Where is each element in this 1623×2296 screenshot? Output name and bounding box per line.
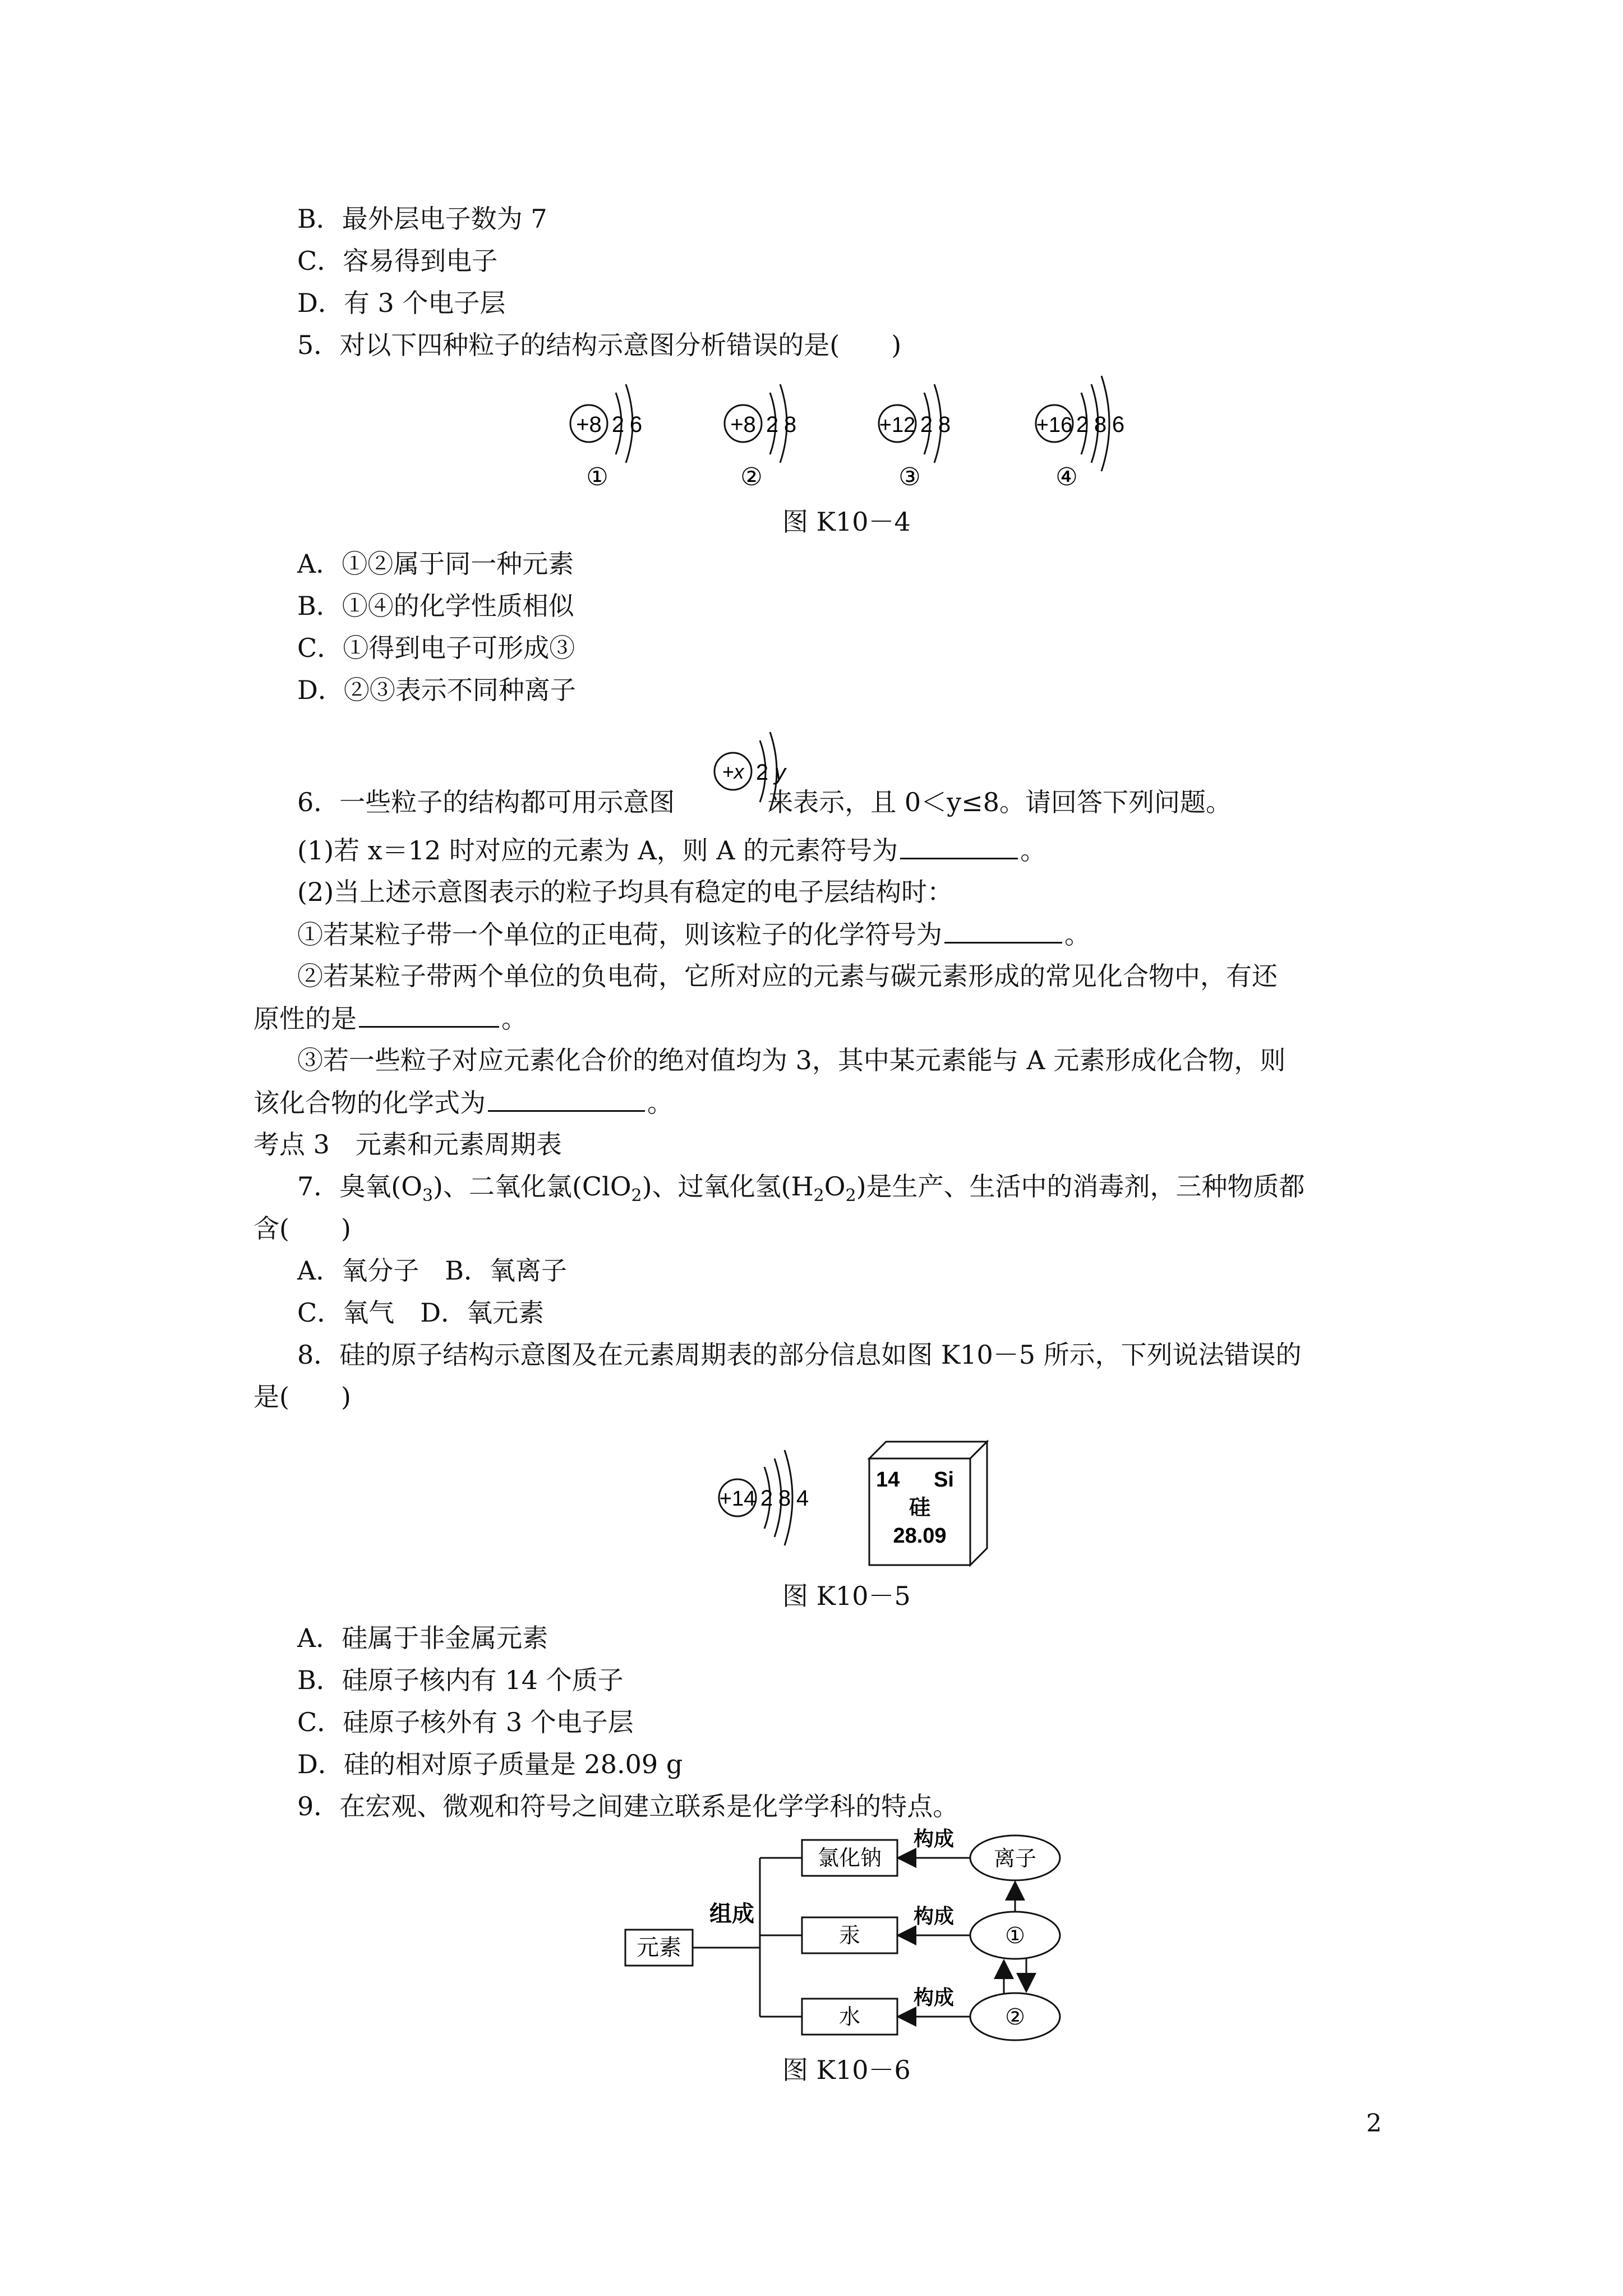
q6-shell-1: 2: [755, 760, 769, 785]
q4-option-c: C．容易得到电子: [297, 246, 498, 276]
q7-text-e: )是生产、生活中的消毒剂，三种物质都: [856, 1171, 1305, 1202]
q8-option-b: B．硅原子核内有 14 个质子: [297, 1665, 624, 1695]
particle-3-shell-2: 8: [938, 412, 951, 437]
q6-stem-pre: 6．一些粒子的结构都可用示意图: [297, 787, 675, 817]
q6-part1-text: (1)若 x＝12 时对应的元素为 A，则 A 的元素符号为: [297, 835, 898, 866]
q6-part2a-blank[interactable]: [944, 917, 1062, 944]
particle-1-shell-2: 6: [629, 412, 643, 437]
q7-sub-1: 3: [422, 1186, 434, 1206]
q5-stem: 5．对以下四种粒子的结构示意图分析错误的是( ): [297, 330, 902, 360]
particle-1-shell-1: 2: [611, 412, 625, 437]
q7-text-d: O: [824, 1171, 846, 1202]
q7-options-ab: A．氧分子 B．氧离子: [297, 1255, 568, 1286]
particle-4-nucleus: +16: [1036, 413, 1073, 437]
q6-part2a-text: ①若某粒子带一个单位的正电荷，则该粒子的化学符号为: [297, 919, 942, 950]
particle-2-nucleus: +8: [730, 412, 756, 437]
q6-part2c-blank[interactable]: [488, 1085, 645, 1112]
q6-part1: [297, 833, 1046, 867]
circle-2-label: ②: [1005, 2005, 1025, 2030]
q6-stem-post: 来表示，且 0＜y≤8。请回答下列问题。: [767, 787, 1232, 817]
q4-option-b: B．最外层电子数为 7: [297, 204, 547, 234]
page-number: 2: [1366, 2109, 1382, 2138]
particle-1-diagram: [570, 384, 642, 491]
q5-option-c: C．①得到电子可形成③: [297, 633, 575, 663]
figure-k10-5-caption: 图 K10－5: [782, 1581, 911, 1611]
figure-k10-4: [555, 359, 1138, 494]
figure-k10-6: [623, 1823, 1071, 2053]
si-atomic-number: 14: [876, 1468, 900, 1492]
particle-4-shell-2: 8: [1094, 412, 1107, 437]
nacl-box-label: 氯化钠: [817, 1847, 882, 1870]
q6-part2a-end: 。: [1064, 919, 1090, 950]
particle-4-label: ④: [1055, 463, 1078, 491]
q5-option-d: D．②③表示不同种离子: [297, 675, 576, 705]
particle-4-shell-1: 2: [1076, 412, 1089, 437]
particle-2-diagram: [725, 384, 796, 491]
particle-1-nucleus: +8: [576, 412, 602, 437]
particle-4-shell-3: 6: [1112, 412, 1125, 437]
q6-part2b-line1: ②若某粒子带两个单位的负电荷，它所对应的元素与碳元素形成的常见化合物中，有还: [297, 961, 1278, 991]
q7-stem-line1: [297, 1170, 1305, 1213]
particle-3-label: ③: [898, 463, 921, 491]
q7-text-c: )、过氧化氢(H: [642, 1171, 814, 1202]
q6-part2c-line2: [253, 1085, 673, 1120]
mercury-box-label: 汞: [838, 1924, 861, 1948]
q6-part2b-blank[interactable]: [359, 1001, 499, 1028]
water-box-label: 水: [838, 2005, 861, 2029]
q6-part2b-end: 。: [501, 1004, 527, 1034]
q8-stem-line2: 是( ): [253, 1382, 351, 1412]
circle-1-label: ①: [1005, 1924, 1025, 1948]
particle-2-shell-1: 2: [766, 412, 779, 437]
q7-stem-line2: 含( ): [253, 1213, 351, 1244]
si-symbol: Si: [934, 1468, 954, 1492]
si-atomic-mass: 28.09: [893, 1524, 947, 1548]
q6-structure-diagram: [708, 729, 803, 825]
q5-option-a: A．①②属于同一种元素: [297, 549, 574, 579]
silicon-shell-1: 2: [760, 1486, 773, 1511]
particle-3-shell-1: 2: [920, 412, 933, 437]
si-name: 硅: [909, 1496, 931, 1520]
q6-shell-2: y: [774, 760, 786, 785]
figure-k10-5: [712, 1430, 1004, 1571]
q6-part2c-text: 该化合物的化学式为: [253, 1088, 486, 1118]
periodic-table-cell-si: [869, 1442, 987, 1565]
q6-part1-blank[interactable]: [900, 833, 1018, 859]
q6-part1-end: 。: [1020, 835, 1046, 866]
particle-2-shell-2: 8: [783, 412, 797, 437]
q7-sub-2: 2: [631, 1186, 642, 1206]
q6-part2: (2)当上述示意图表示的粒子均具有稳定的电子层结构时：: [297, 877, 953, 907]
q7-sub-3: 2: [813, 1186, 824, 1206]
q6-part2c-end: 。: [647, 1088, 673, 1118]
make-label-3: 构成: [913, 1986, 955, 2009]
q6-nucleus: +x: [722, 760, 744, 783]
q7-text-a: 7．臭氧(O: [297, 1171, 422, 1202]
q8-stem-line1: 8．硅的原子结构示意图及在元素周期表的部分信息如图 K10－5 所示，下列说法错误的: [297, 1340, 1302, 1370]
q7-text-b: )、二氧化氯(ClO: [433, 1171, 631, 1202]
figure-k10-4-caption: 图 K10－4: [782, 507, 911, 537]
particle-2-label: ②: [740, 463, 763, 491]
particle-1-label: ①: [586, 463, 608, 491]
q6-part2b-line2: [253, 1001, 527, 1036]
make-label-2: 构成: [913, 1904, 955, 1927]
q5-option-b: B．①④的化学性质相似: [297, 591, 574, 621]
q8-option-d: D．硅的相对原子质量是 28.09 g: [297, 1749, 683, 1779]
q8-option-c: C．硅原子核外有 3 个电子层: [297, 1707, 634, 1737]
q6-part2a: [297, 917, 1090, 951]
q9-stem: 9．在宏观、微观和符号之间建立联系是化学学科的特点。: [297, 1791, 959, 1821]
silicon-shell-3: 4: [796, 1486, 809, 1511]
figure-k10-6-caption: 图 K10－6: [782, 2055, 911, 2085]
silicon-shell-2: 8: [778, 1486, 791, 1511]
make-label-1: 构成: [913, 1827, 955, 1850]
q8-option-a: A．硅属于非金属元素: [297, 1623, 548, 1653]
compose-label: 组成: [709, 1902, 754, 1926]
particle-3-diagram: [879, 384, 951, 491]
ion-ellipse-label: 离子: [993, 1847, 1037, 1871]
section-3-heading: 考点 3 元素和元素周期表: [253, 1129, 562, 1159]
q4-option-d: D．有 3 个电子层: [297, 288, 506, 318]
silicon-atom-diagram: [719, 1450, 809, 1545]
q7-options-cd: C．氧气 D．氧元素: [297, 1297, 545, 1328]
particle-3-nucleus: +12: [879, 413, 916, 437]
element-box-label: 元素: [637, 1935, 681, 1960]
particle-4-diagram: [1036, 376, 1124, 491]
q6-part2b-text: 原性的是: [253, 1004, 357, 1034]
q6-part2c-line1: ③若一些粒子对应元素化合价的绝对值均为 3，其中某元素能与 A 元素形成化合物，则: [297, 1045, 1286, 1075]
silicon-nucleus: +14: [719, 1487, 756, 1511]
q7-sub-4: 2: [845, 1186, 856, 1206]
